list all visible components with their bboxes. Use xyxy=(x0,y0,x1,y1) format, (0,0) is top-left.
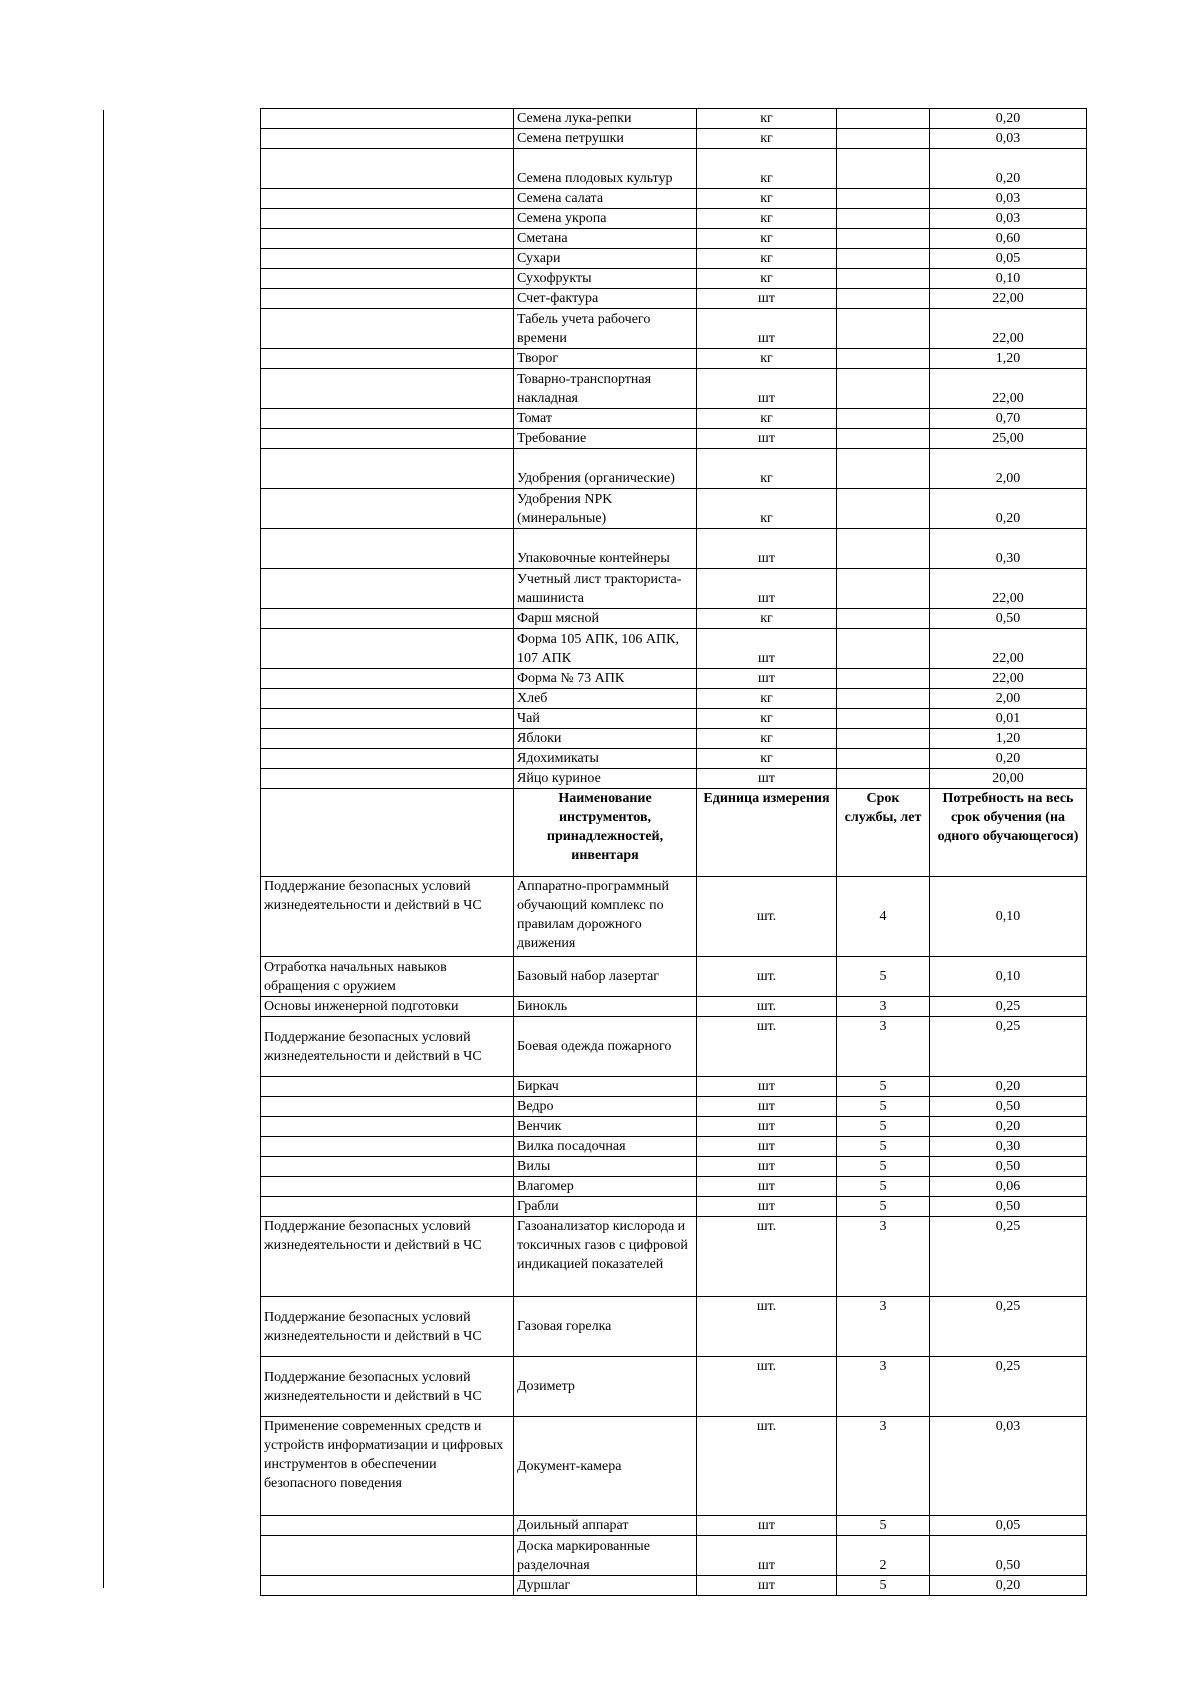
unit-cell: шт xyxy=(697,1117,837,1137)
unit-cell: кг xyxy=(697,109,837,129)
section-cell xyxy=(261,1516,514,1536)
term-cell xyxy=(837,309,930,349)
item-name: Влагомер xyxy=(514,1177,697,1197)
need-cell: 0,10 xyxy=(930,269,1087,289)
table-row xyxy=(261,369,1087,409)
term-cell xyxy=(837,489,930,529)
section-cell xyxy=(261,269,514,289)
item-name: Доильный аппарат xyxy=(514,1516,697,1536)
table-row xyxy=(261,1297,1087,1357)
item-name: Документ-камера xyxy=(514,1417,697,1516)
section-cell xyxy=(261,249,514,269)
table-row xyxy=(261,1197,1087,1217)
table-row xyxy=(261,429,1087,449)
section-cell: Основы инженерной подготовки xyxy=(261,997,514,1017)
need-cell: 1,20 xyxy=(930,349,1087,369)
section-cell xyxy=(261,229,514,249)
unit-cell: шт xyxy=(697,1177,837,1197)
table-row xyxy=(261,489,1087,529)
table-row xyxy=(261,1217,1087,1297)
unit-cell: шт xyxy=(697,769,837,789)
table-row xyxy=(261,349,1087,369)
need-cell: 0,05 xyxy=(930,249,1087,269)
unit-cell: шт. xyxy=(697,1217,837,1297)
unit-cell: кг xyxy=(697,269,837,289)
need-cell: 0,25 xyxy=(930,997,1087,1017)
table-row xyxy=(261,957,1087,997)
unit-cell: кг xyxy=(697,489,837,529)
need-cell: 0,06 xyxy=(930,1177,1087,1197)
table-row xyxy=(261,1357,1087,1417)
table-row xyxy=(261,769,1087,789)
unit-cell: шт xyxy=(697,309,837,349)
section-cell xyxy=(261,749,514,769)
term-cell xyxy=(837,569,930,609)
term-cell xyxy=(837,729,930,749)
section-cell xyxy=(261,1576,514,1596)
section-cell xyxy=(261,1197,514,1217)
table-row xyxy=(261,289,1087,309)
need-cell: 22,00 xyxy=(930,629,1087,669)
need-cell: 0,50 xyxy=(930,1097,1087,1117)
item-name: Сухофрукты xyxy=(514,269,697,289)
table-row xyxy=(261,229,1087,249)
term-cell: 5 xyxy=(837,1177,930,1197)
term-cell xyxy=(837,109,930,129)
need-cell: 0,70 xyxy=(930,409,1087,429)
term-cell xyxy=(837,609,930,629)
term-cell xyxy=(837,709,930,729)
term-cell: 5 xyxy=(837,957,930,997)
section-cell xyxy=(261,129,514,149)
term-cell xyxy=(837,629,930,669)
unit-cell: шт xyxy=(697,529,837,569)
term-cell: 5 xyxy=(837,1117,930,1137)
item-name: Семена укропа xyxy=(514,209,697,229)
unit-cell: кг xyxy=(697,449,837,489)
section-cell xyxy=(261,629,514,669)
term-cell: 3 xyxy=(837,1017,930,1077)
section-cell xyxy=(261,349,514,369)
need-cell: 0,50 xyxy=(930,1197,1087,1217)
section-cell xyxy=(261,189,514,209)
item-name: Яблоки xyxy=(514,729,697,749)
term-cell xyxy=(837,209,930,229)
table-row xyxy=(261,409,1087,429)
term-cell xyxy=(837,189,930,209)
unit-cell: кг xyxy=(697,229,837,249)
need-cell: 0,03 xyxy=(930,189,1087,209)
item-name: Творог xyxy=(514,349,697,369)
need-cell: 0,50 xyxy=(930,609,1087,629)
item-name: Газовая горелка xyxy=(514,1297,697,1357)
need-cell: 0,20 xyxy=(930,1576,1087,1596)
unit-cell: шт xyxy=(697,369,837,409)
unit-cell: шт xyxy=(697,1097,837,1117)
section-cell xyxy=(261,369,514,409)
need-cell: 20,00 xyxy=(930,769,1087,789)
section-cell xyxy=(261,209,514,229)
table-row xyxy=(261,569,1087,609)
term-cell: 5 xyxy=(837,1197,930,1217)
section-cell: Поддержание безопасных условий жизнедеятельности и действий в ЧС xyxy=(261,1217,514,1297)
table-row xyxy=(261,709,1087,729)
section-cell xyxy=(261,1177,514,1197)
need-cell: 0,03 xyxy=(930,1417,1087,1516)
unit-cell: шт xyxy=(697,629,837,669)
section-cell xyxy=(261,149,514,189)
unit-cell: кг xyxy=(697,709,837,729)
unit-cell: кг xyxy=(697,409,837,429)
unit-cell: кг xyxy=(697,249,837,269)
table-row xyxy=(261,149,1087,189)
unit-cell: шт xyxy=(697,1137,837,1157)
item-name: Аппаратно-программный обучающий комплекс по правилам дорожного движения xyxy=(514,877,697,957)
need-cell: 22,00 xyxy=(930,569,1087,609)
item-name: Биркач xyxy=(514,1077,697,1097)
table-row xyxy=(261,189,1087,209)
need-cell: 22,00 xyxy=(930,669,1087,689)
unit-cell: шт. xyxy=(697,1417,837,1516)
unit-cell: шт xyxy=(697,289,837,309)
unit-cell: шт. xyxy=(697,1017,837,1077)
need-cell: 0,30 xyxy=(930,1137,1087,1157)
unit-cell: шт. xyxy=(697,957,837,997)
item-name: Товарно-транспортная накладная xyxy=(514,369,697,409)
item-name: Дозиметр xyxy=(514,1357,697,1417)
table-row xyxy=(261,1516,1087,1536)
term-cell xyxy=(837,369,930,409)
item-name: Семена петрушки xyxy=(514,129,697,149)
need-cell: 0,20 xyxy=(930,489,1087,529)
need-cell: 25,00 xyxy=(930,429,1087,449)
term-cell: 3 xyxy=(837,1417,930,1516)
unit-cell: кг xyxy=(697,349,837,369)
item-name: Учетный лист тракториста-машиниста xyxy=(514,569,697,609)
term-cell xyxy=(837,249,930,269)
term-cell: 5 xyxy=(837,1097,930,1117)
term-cell xyxy=(837,429,930,449)
table-row xyxy=(261,1157,1087,1177)
item-name: Форма 105 АПК, 106 АПК, 107 АПК xyxy=(514,629,697,669)
need-cell: 0,50 xyxy=(930,1157,1087,1177)
section-cell xyxy=(261,1077,514,1097)
item-name: Боевая одежда пожарного xyxy=(514,1017,697,1077)
table-row xyxy=(261,997,1087,1017)
item-name: Счет-фактура xyxy=(514,289,697,309)
item-name: Доска маркированные разделочная xyxy=(514,1536,697,1576)
term-cell xyxy=(837,749,930,769)
margin-line xyxy=(103,110,104,1588)
unit-cell: шт xyxy=(697,1576,837,1596)
unit-cell: шт xyxy=(697,1077,837,1097)
unit-cell: кг xyxy=(697,689,837,709)
section-cell xyxy=(261,1157,514,1177)
need-cell: 0,50 xyxy=(930,1536,1087,1576)
term-cell xyxy=(837,129,930,149)
section-cell: Поддержание безопасных условий жизнедеятельности и действий в ЧС xyxy=(261,1017,514,1077)
term-cell xyxy=(837,229,930,249)
need-cell: 2,00 xyxy=(930,449,1087,489)
table-row xyxy=(261,749,1087,769)
unit-cell: шт. xyxy=(697,877,837,957)
term-cell: 3 xyxy=(837,997,930,1017)
term-cell: 3 xyxy=(837,1357,930,1417)
item-name: Семена лука-репки xyxy=(514,109,697,129)
term-cell xyxy=(837,289,930,309)
item-name: Семена плодовых культур xyxy=(514,149,697,189)
unit-cell: кг xyxy=(697,609,837,629)
need-cell: 0,05 xyxy=(930,1516,1087,1536)
item-name: Хлеб xyxy=(514,689,697,709)
section-cell xyxy=(261,729,514,749)
section-cell xyxy=(261,429,514,449)
table-row xyxy=(261,1417,1087,1516)
term-cell: 3 xyxy=(837,1217,930,1297)
section-cell xyxy=(261,1137,514,1157)
item-name: Чай xyxy=(514,709,697,729)
item-name: Упаковочные контейнеры xyxy=(514,529,697,569)
table-row xyxy=(261,269,1087,289)
table-row xyxy=(261,249,1087,269)
table-row xyxy=(261,689,1087,709)
unit-cell: шт xyxy=(697,669,837,689)
term-cell xyxy=(837,269,930,289)
unit-cell: шт xyxy=(697,1536,837,1576)
unit-cell: шт. xyxy=(697,997,837,1017)
table-row xyxy=(261,609,1087,629)
need-cell: 0,10 xyxy=(930,877,1087,957)
section-cell xyxy=(261,689,514,709)
item-name: Удобрения (органические) xyxy=(514,449,697,489)
term-cell xyxy=(837,149,930,189)
need-cell: 22,00 xyxy=(930,309,1087,349)
term-cell xyxy=(837,689,930,709)
item-name: Форма № 73 АПК xyxy=(514,669,697,689)
table-row xyxy=(261,1576,1087,1596)
header-section xyxy=(261,789,514,877)
need-cell: 22,00 xyxy=(930,369,1087,409)
need-cell: 0,60 xyxy=(930,229,1087,249)
item-name: Ведро xyxy=(514,1097,697,1117)
item-name: Грабли xyxy=(514,1197,697,1217)
unit-cell: кг xyxy=(697,749,837,769)
table-row xyxy=(261,1097,1087,1117)
section-cell xyxy=(261,1117,514,1137)
table-row xyxy=(261,1536,1087,1576)
section-cell xyxy=(261,669,514,689)
term-cell: 5 xyxy=(837,1576,930,1596)
item-name: Яйцо куриное xyxy=(514,769,697,789)
need-cell: 0,20 xyxy=(930,109,1087,129)
need-cell: 0,25 xyxy=(930,1357,1087,1417)
table-row xyxy=(261,877,1087,957)
need-cell: 1,20 xyxy=(930,729,1087,749)
unit-cell: шт xyxy=(697,1157,837,1177)
item-name: Бинокль xyxy=(514,997,697,1017)
need-cell: 0,25 xyxy=(930,1017,1087,1077)
need-cell: 0,20 xyxy=(930,1077,1087,1097)
item-name: Ядохимикаты xyxy=(514,749,697,769)
term-cell: 5 xyxy=(837,1137,930,1157)
unit-cell: шт. xyxy=(697,1357,837,1417)
unit-cell: кг xyxy=(697,189,837,209)
unit-cell: шт xyxy=(697,1516,837,1536)
section-cell: Поддержание безопасных условий жизнедеятельности и действий в ЧС xyxy=(261,877,514,957)
table-row xyxy=(261,109,1087,129)
term-cell xyxy=(837,449,930,489)
term-cell: 5 xyxy=(837,1077,930,1097)
section-cell xyxy=(261,769,514,789)
section-cell xyxy=(261,1536,514,1576)
term-cell: 5 xyxy=(837,1516,930,1536)
header-unit: Единица измерения xyxy=(697,789,837,877)
section-cell xyxy=(261,709,514,729)
header-term: Срок службы, лет xyxy=(837,789,930,877)
section-cell xyxy=(261,529,514,569)
table-row xyxy=(261,1017,1087,1077)
section-cell xyxy=(261,1097,514,1117)
need-cell: 0,20 xyxy=(930,149,1087,189)
section-cell xyxy=(261,409,514,429)
unit-cell: шт. xyxy=(697,1297,837,1357)
need-cell: 22,00 xyxy=(930,289,1087,309)
section-cell xyxy=(261,449,514,489)
term-cell xyxy=(837,349,930,369)
item-name: Семена салата xyxy=(514,189,697,209)
section-cell: Применение современных средств и устройств информатизации и цифровых инструментов в обеспечении безопасного поведения xyxy=(261,1417,514,1516)
header-name: Наименование инструментов, принадлежностей, инвентаря xyxy=(514,789,697,877)
item-name: Томат xyxy=(514,409,697,429)
unit-cell: кг xyxy=(697,209,837,229)
item-name: Сметана xyxy=(514,229,697,249)
item-name: Требование xyxy=(514,429,697,449)
table-row xyxy=(261,669,1087,689)
section-cell: Поддержание безопасных условий жизнедеятельности и действий в ЧС xyxy=(261,1297,514,1357)
table-row xyxy=(261,1117,1087,1137)
term-cell: 5 xyxy=(837,1157,930,1177)
need-cell: 2,00 xyxy=(930,689,1087,709)
need-cell: 0,25 xyxy=(930,1297,1087,1357)
need-cell: 0,20 xyxy=(930,749,1087,769)
table-row xyxy=(261,129,1087,149)
section-cell: Поддержание безопасных условий жизнедеятельности и действий в ЧС xyxy=(261,1357,514,1417)
table-row xyxy=(261,449,1087,489)
term-cell: 3 xyxy=(837,1297,930,1357)
term-cell: 2 xyxy=(837,1536,930,1576)
section-cell xyxy=(261,309,514,349)
item-name: Сухари xyxy=(514,249,697,269)
item-name: Венчик xyxy=(514,1117,697,1137)
need-cell: 0,03 xyxy=(930,129,1087,149)
item-name: Вилы xyxy=(514,1157,697,1177)
section-cell xyxy=(261,289,514,309)
table-row xyxy=(261,309,1087,349)
table-row xyxy=(261,209,1087,229)
item-name: Удобрения NPK (минеральные) xyxy=(514,489,697,529)
term-cell xyxy=(837,769,930,789)
unit-cell: кг xyxy=(697,729,837,749)
header-need: Потребность на весь срок обучения (на одного обучающегося) xyxy=(930,789,1087,877)
item-name: Вилка посадочная xyxy=(514,1137,697,1157)
unit-cell: кг xyxy=(697,129,837,149)
need-cell: 0,10 xyxy=(930,957,1087,997)
table-row xyxy=(261,629,1087,669)
term-cell xyxy=(837,669,930,689)
table-row xyxy=(261,1137,1087,1157)
need-cell: 0,30 xyxy=(930,529,1087,569)
item-name: Табель учета рабочего времени xyxy=(514,309,697,349)
item-name: Базовый набор лазертаг xyxy=(514,957,697,997)
table-row xyxy=(261,1177,1087,1197)
section-cell xyxy=(261,109,514,129)
item-name: Газоанализатор кислорода и токсичных газов с цифровой индикацией показателей xyxy=(514,1217,697,1297)
table-row xyxy=(261,529,1087,569)
need-cell: 0,20 xyxy=(930,1117,1087,1137)
section-cell xyxy=(261,489,514,529)
need-cell: 0,01 xyxy=(930,709,1087,729)
unit-cell: шт xyxy=(697,1197,837,1217)
tools-header-row xyxy=(261,789,1087,877)
table-row xyxy=(261,1077,1087,1097)
table-row xyxy=(261,729,1087,749)
term-cell xyxy=(837,529,930,569)
unit-cell: шт xyxy=(697,569,837,609)
item-name: Дуршлаг xyxy=(514,1576,697,1596)
supplies-table xyxy=(260,108,1087,1596)
unit-cell: кг xyxy=(697,149,837,189)
section-cell xyxy=(261,569,514,609)
section-cell xyxy=(261,609,514,629)
term-cell xyxy=(837,409,930,429)
item-name: Фарш мясной xyxy=(514,609,697,629)
section-cell: Отработка начальных навыков обращения с оружием xyxy=(261,957,514,997)
need-cell: 0,25 xyxy=(930,1217,1087,1297)
term-cell: 4 xyxy=(837,877,930,957)
need-cell: 0,03 xyxy=(930,209,1087,229)
unit-cell: шт xyxy=(697,429,837,449)
